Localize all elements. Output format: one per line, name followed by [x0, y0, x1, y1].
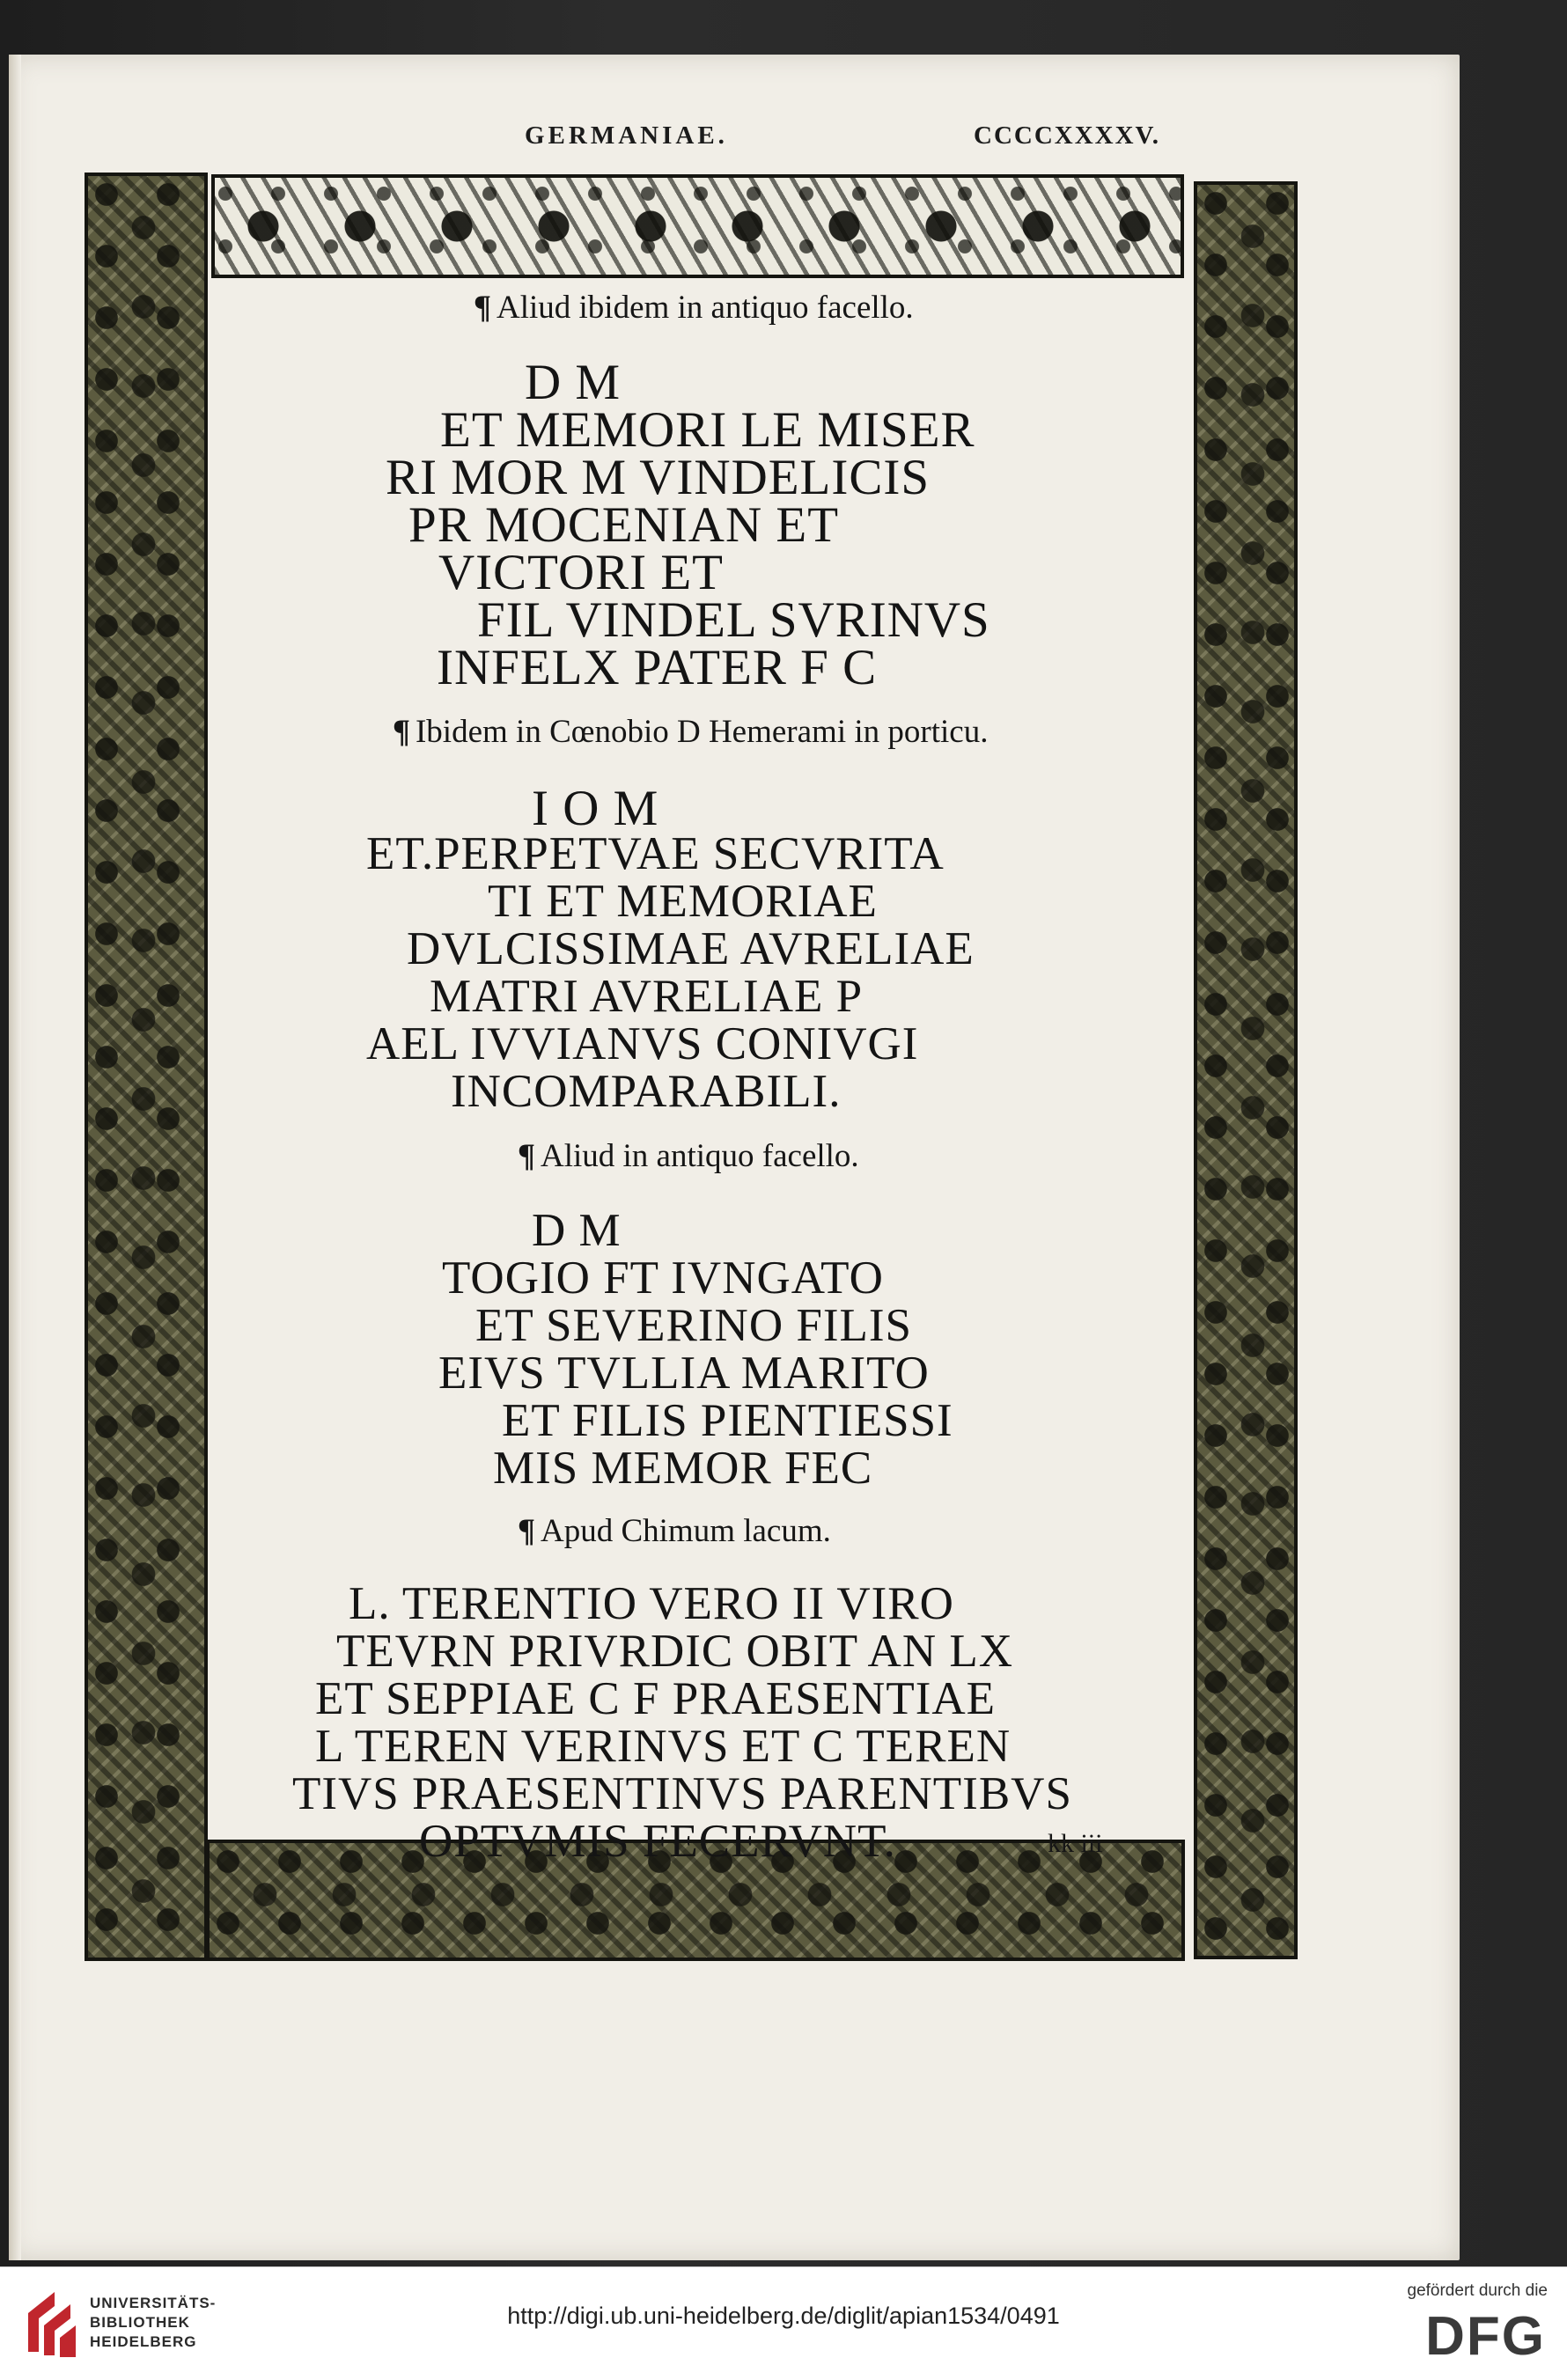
inscription-line: MATRI AVRELIAE P: [430, 971, 864, 1022]
page-text-block: [208, 278, 1192, 1867]
inscription-line: ET FILIS PIENTIESSI: [502, 1395, 953, 1446]
inscription-line: D M: [525, 355, 622, 410]
inscription-heading: ¶ Ibidem in Cœnobio D Hemerami in porticu.: [393, 714, 989, 750]
inscription-line: D M: [532, 1205, 622, 1256]
inscription-heading: ¶ Aliud in antiquo facello.: [518, 1138, 859, 1174]
inscription-line: DVLCISSIMAE AVRELIAE: [407, 923, 975, 974]
funding-note: gefördert durch die: [1407, 2281, 1548, 2300]
inscription-line: VICTORI ET: [438, 545, 725, 600]
inscription-line: TOGIO FT IVNGATO: [442, 1252, 884, 1304]
inscription-line: INFELX PATER F C: [437, 640, 878, 695]
inscription-heading: ¶ Aliud ibidem in antiquo facello.: [474, 290, 914, 326]
dfg-logo: DFG: [1425, 2306, 1546, 2367]
inscription-line: I O M: [532, 781, 659, 836]
pilcrow-icon: ¶: [474, 290, 491, 326]
inscription-line: MIS MEMOR FEC: [493, 1443, 873, 1494]
inscription-line: TEVRN PRIVRDIC OBIT AN LX: [336, 1626, 1013, 1677]
inscription-line: FIL VINDEL SVRINVS: [477, 592, 990, 648]
inscription-line: TI ET MEMORIAE: [488, 876, 878, 927]
inscription-line: ET SEVERINO FILIS: [475, 1300, 912, 1351]
library-name: UNIVERSITÄTS- BIBLIOTHEK HEIDELBERG: [90, 2295, 217, 2350]
inscription-line: L. TERENTIO VERO II VIRO: [349, 1578, 954, 1629]
inscription-line: ET.PERPETVAE SECVRITA: [366, 828, 945, 879]
pilcrow-icon: ¶: [518, 1138, 535, 1174]
pilcrow-icon: ¶: [393, 714, 410, 750]
inscription-line: L TEREN VERINVS ET C TEREN: [315, 1721, 1012, 1772]
inscription-heading: ¶ Apud Chimum lacum.: [518, 1513, 831, 1549]
viewer-footer: [0, 2266, 1567, 2380]
pilcrow-icon: ¶: [518, 1513, 535, 1549]
ornamental-border-left: [85, 173, 208, 1961]
ornamental-border-right: [1194, 181, 1298, 1959]
inscription-line: OPTVMIS FECERVNT.: [419, 1816, 896, 1867]
inscription-line: PR MOCENIAN ET: [408, 497, 840, 553]
page-url-link[interactable]: http://digi.ub.uni-heidelberg.de/diglit/apian1534/0491: [507, 2303, 1060, 2329]
inscription-line: TIVS PRAESENTINVS PARENTIBVS: [292, 1768, 1072, 1819]
inscription-line: EIVS TVLLIA MARITO: [438, 1348, 930, 1399]
ornamental-border-top: [211, 174, 1184, 278]
inscription-line: INCOMPARABILI.: [451, 1066, 842, 1117]
running-head-right: CCCCXXXXV.: [974, 121, 1160, 150]
inscription-line: ET MEMORI LE MISER: [440, 402, 975, 458]
inscription-line: RI MOR M VINDELICIS: [386, 450, 931, 505]
inscription-line: AEL IVVIANVS CONIVGI: [366, 1018, 919, 1069]
running-head-left: GERMANIAE.: [525, 121, 728, 150]
inscription-line: ET SEPPIAE C F PRAESENTIAE: [315, 1673, 996, 1724]
signature-mark: kk iii: [1048, 1829, 1103, 1858]
